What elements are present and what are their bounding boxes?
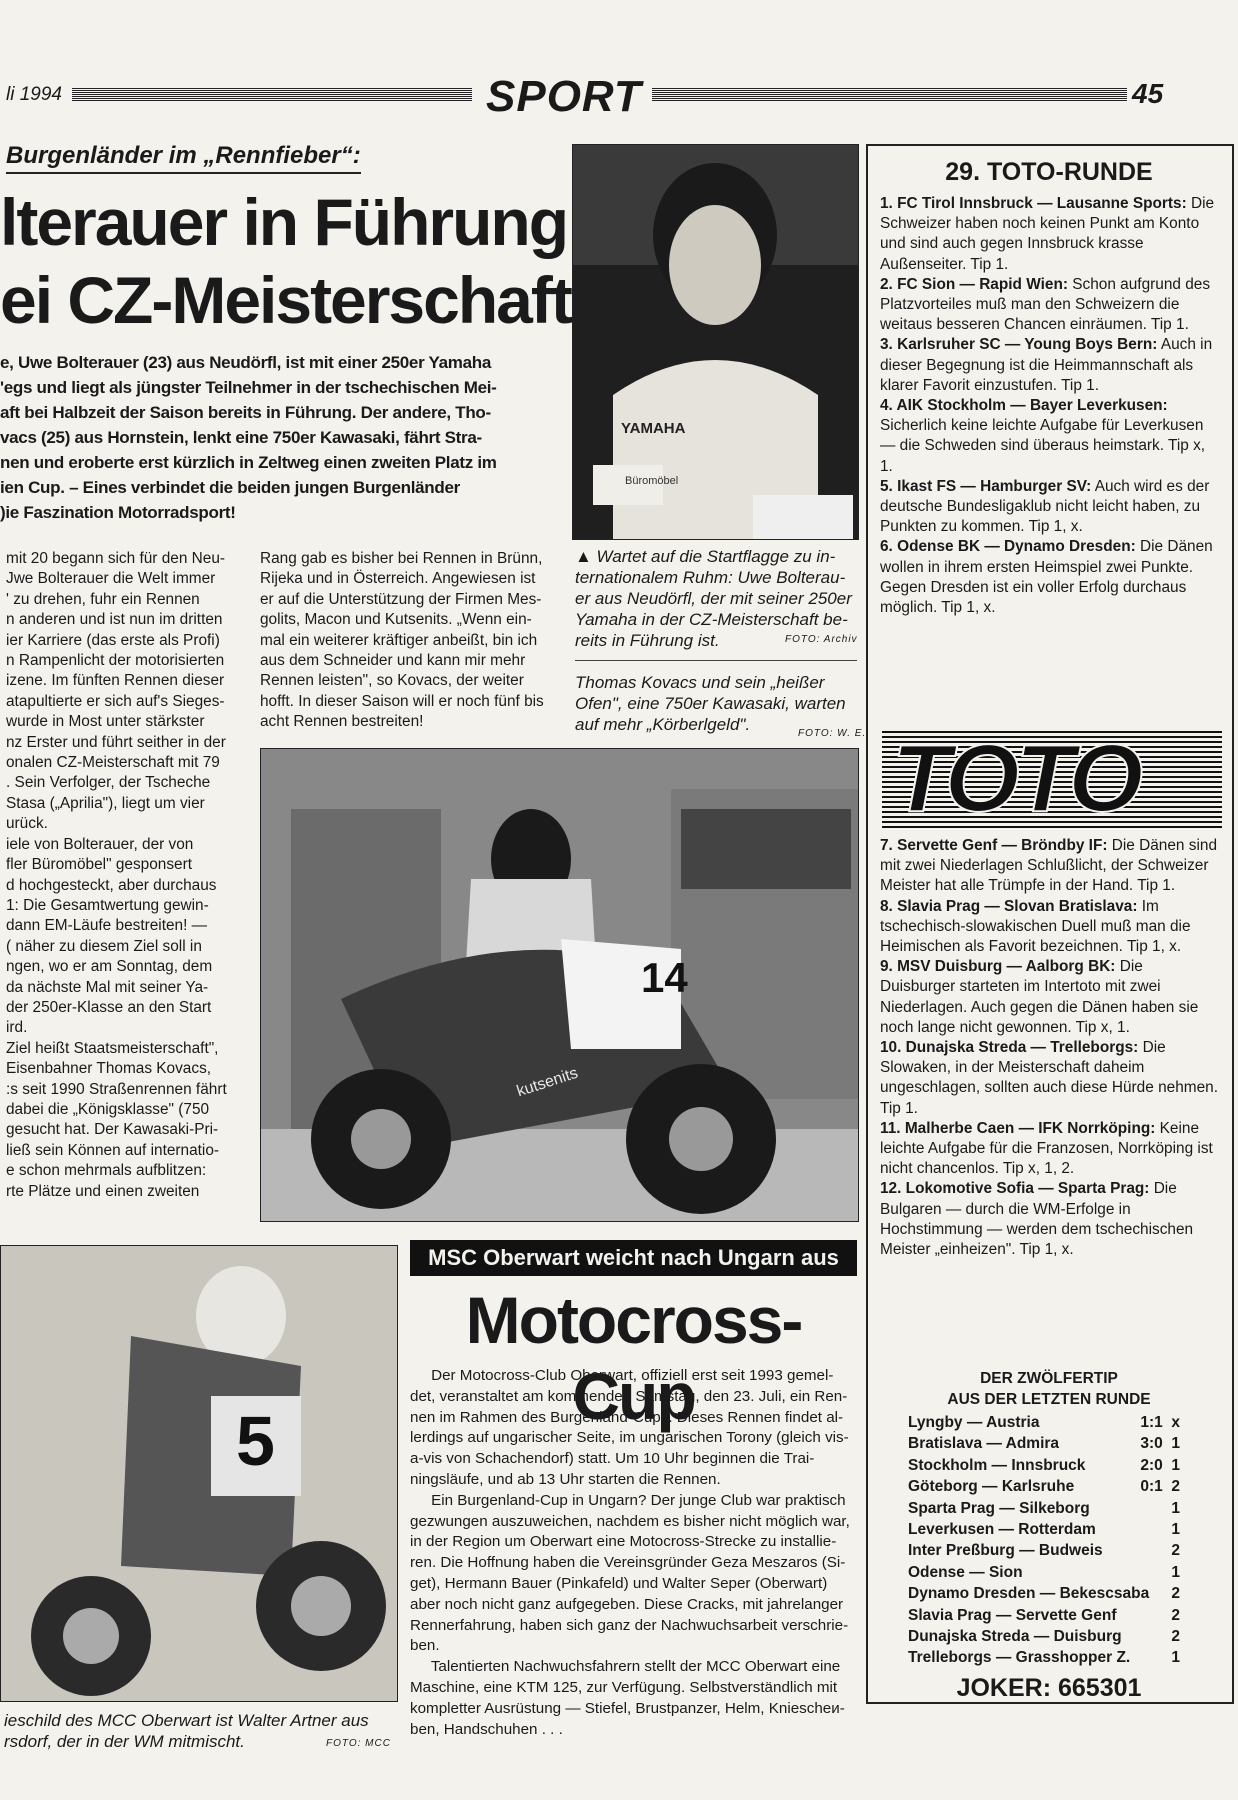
rider-portrait-image xyxy=(573,145,858,539)
portrait-credit: FOTO: Archiv xyxy=(785,634,858,645)
article-kicker: Burgenländer im „Rennfieber“: xyxy=(6,142,361,174)
toto-match-3: 3. Karlsruher SC — Young Boys Bern: Auch in dieser Begegnung ist die Heimmannschaft als klarer Favorit einzustufen. Tip 1. xyxy=(880,336,1213,394)
tip-row: Stockholm — Innsbruck 2:0 1 xyxy=(908,1456,1180,1474)
article-column-2: Rang gab es bisher bei Rennen in Brünn, Rijeka und in Österreich. Angewiesen ist er auf die Unterstützung der Firmen Mes- golits, Macon und Kutsenits. „Wenn ein- mal ein weiterer kräftiger anbeißt, bin ich aus dem Schneider und kann mir mehr Rennen leisten", so Kovacs, der weiter hofft. In dieser Saison will er noch fünf bis acht Rennen bestreiten! xyxy=(260,550,544,731)
toto-logo xyxy=(882,725,1222,832)
tip-row: Leverkusen — Rotterdam 1 xyxy=(908,1521,1180,1539)
bike-credit: FOTO: W. E. xyxy=(798,728,867,739)
page-header xyxy=(0,70,1238,121)
article-headline-line1: lterauer in Führung xyxy=(0,185,568,259)
toto-match-6: 6. Odense BK — Dynamo Dresden: Die Dänen wollen in ihrem ersten Heimspiel zwei Punkte. Gegen Dresden ist ein voller Erfolg durchaus möglich. Tip 1, x. xyxy=(880,538,1213,617)
toto-match-7: 7. Servette Genf — Bröndby IF: Die Dänen sind mit zwei Niederlagen Schlußlicht, der Schweizer Meister hat alle Trümpfe in der Hand. Tip 1. xyxy=(880,837,1217,895)
article-column-1: mit 20 begann sich für den Neu- Jwe Bolterauer die Welt immer ' zu drehen, fuhr ein Rennen n anderen und ist nun im dritten ier Karriere (das erste als Profi) n Rampenlicht der motorisierten izene. Im fünften Rennen dieser atapultierte er sich auf's Sieges- wurde in Most unter stärkster nz Erster und führt seither in der onalen CZ-Meisterschaft mit 79 . Sein Verfolger, der Tscheche Stasa („Aprilia"), liegt um vier urück. iele von Bolterauer, der von fler Büromöbel" gesponsert d hochgesteckt, aber durchaus 1: Die Gesamtwertung gewin- dann EM-Läufe bestreiten! — ( näher zu diesem Ziel soll in ngen, wo er am Sonntag, dem da nächste Mal mit seiner Ya- der 250er-Klasse an den Start ird. Ziel heißt Staatsmeisterschaft", Eisenbahner Thomas Kovacs, :s seit 1990 Straßenrennen fährt dabei die „Königsklasse" (750 gesucht hat. Der Kawasaki-Pri- ließ sein Können auf internatio- e schon mehrmals aufblitzen: rte Plätze und einen zweiten xyxy=(6,550,227,1200)
article-lead: e, Uwe Bolterauer (23) aus Neudörfl, ist mit einer 250er Yamaha 'egs und liegt als jüngster Teilnehmer in der tschechischen Mei- aft bei Halbzeit der Saison bereits in Führung. Der andere, Tho- vacs (25) aus Hornstein, lenkt eine 750er Kawasaki, fährt Stra- nen und eroberte erst kürzlich in Zeltweg einen zweiten Platz im ien Cup. – Eines verbindet die beiden jungen Burgenländer )ie Faszination Motorradsport! xyxy=(0,353,497,522)
tip-row: Bratislava — Admira 3:0 1 xyxy=(908,1435,1180,1453)
toto-match-10: 10. Dunajska Streda — Trelleborgs: Die Slowaken, in der Meisterschaft daheim ungeschlagen, sollten auch diese Hürde nehmen. Tip 1. xyxy=(880,1039,1218,1117)
bike-number: 14 xyxy=(641,954,688,1001)
tip-list xyxy=(908,1412,1180,1669)
tip-row: Dunajska Streda — Duisburg 2 xyxy=(908,1628,1180,1646)
toto-match-2: 2. FC Sion — Rapid Wien: Schon aufgrund des Platzvorteiles muß man den Schweizern die weitaus besseren Chancen einräumen. Tip 1. xyxy=(880,275,1211,334)
plate-number: 5 xyxy=(236,1402,275,1480)
toto-match-5: 5. Ikast FS — Hamburger SV: Auch wird es der deutsche Bundesligaklub nicht leicht haben, zu Punkten zu kommen. Tip 1, x. xyxy=(880,477,1210,536)
article-headline-line2: ei CZ-Meisterschaft xyxy=(0,263,571,337)
tip-row: Trelleborgs — Grasshopper Z. 1 xyxy=(908,1649,1180,1667)
header-date: li 1994 xyxy=(6,84,62,105)
tip-title-2: AUS DER LETZTEN RUNDE xyxy=(947,1391,1151,1408)
toto-match-1: 1. FC Tirol Innsbruck — Lausanne Sports: Die Schweizer haben noch keinen Punkt am Konto und sind auch gegen Innsbruck krasse Außenseiter. Tip 1. xyxy=(880,195,1215,273)
tip-row: Slavia Prag — Servette Genf 2 xyxy=(908,1606,1180,1624)
article2-kicker: MSC Oberwart weicht nach Ungarn aus xyxy=(410,1240,857,1276)
toto-match-11: 11. Malherbe Caen — IFK Norrköping: Keine leichte Aufgabe für die Franzosen, Norrköping ist nicht chancenlos. Tip x, 1, 2. xyxy=(880,1119,1213,1178)
toto-matches-bottom xyxy=(880,836,1220,1260)
tip-row: Sparta Prag — Silkeborg 1 xyxy=(908,1499,1180,1517)
toto-logo-text: TOTO xyxy=(892,725,1140,832)
portrait-photo xyxy=(572,144,859,540)
toto-match-12: 12. Lokomotive Sofia — Sparta Prag: Die Bulgaren — durch die WM-Erfolge in Hochstimmung — werden dem tschechischen Meister „einheizen". Tip 1, x. xyxy=(880,1180,1194,1259)
tip-row: Dynamo Dresden — Bekescsaba 2 xyxy=(908,1585,1180,1603)
toto-match-4: 4. AIK Stockholm — Bayer Leverkusen: Sicherlich keine leichte Aufgabe für Leverkusen — die Schweden sind überaus heimstark. Tip x, 1. xyxy=(880,397,1206,475)
jersey-text: YAMAHA xyxy=(621,420,686,437)
motorbike-image xyxy=(261,749,858,1221)
page-number: 45 xyxy=(1132,78,1164,109)
section-title: SPORT xyxy=(486,72,642,121)
toto-match-8: 8. Slavia Prag — Slovan Bratislava: Im tschechisch-slowakischen Duell muß man die Heimischen als Favorit bezeichnen. Tip 1, x. xyxy=(880,897,1191,956)
tip-row: Lyngby — Austria 1:1 x xyxy=(908,1414,1180,1431)
toto-title: 29. TOTO-RUNDE xyxy=(945,158,1153,186)
toto-matches-top xyxy=(880,194,1220,618)
header-rule-right xyxy=(652,87,1127,101)
portrait-caption: ▲ Wartet auf die Startflagge zu in- ternationalem Ruhm: Uwe Bolterau- er aus Neudörfl, der mit seiner 250er Yamaha in der CZ-Meisterschaft be- reits in Führung ist. xyxy=(575,547,852,650)
bike-caption: Thomas Kovacs und sein „heißer Ofen", eine 750er Kawasaki, warten auf mehr „Körberlgeld". xyxy=(575,673,846,734)
motocross-credit: FOTO: MCC xyxy=(326,1738,391,1749)
fairing-text: kutsenits xyxy=(514,1064,581,1101)
tip-row: Inter Preßburg — Budweis 2 xyxy=(908,1542,1180,1560)
joker-number: JOKER: 665301 xyxy=(956,1674,1142,1702)
toto-match-9: 9. MSV Duisburg — Aalborg BK: Die Duisburger starteten im Intertoto mit zwei Niederlagen. Auch gegen die Dänen haben sie noch lange nicht gewonnen. Tip x, 1. xyxy=(880,958,1199,1036)
motocross-photo xyxy=(0,1245,398,1702)
article2-body: Der Motocross-Club Oberwart, offiziell erst seit 1993 gemel- det, veranstaltet am kommenden Samstag, den 23. Juli, ein Ren- nen im Rahmen des Burgenland-Cups. Dieses Rennen findet al- lerdings auf ungarischer Seite, im ungarischen Torony (gleich vis- a-vis von Schachendorf) statt. Um 10 Uhr beginnen die Trai- ningsläufe, und ab 13 Uhr starten die Rennen. Ein Burgenland-Cup in Ungarn? Der junge Club war praktisch gezwungen auszuweichen, nachdem es bisher nicht möglich war, in der Region um Oberwart eine Motocross-Strecke zu installie- ren. Die Hoffnung haben die Vereinsgründer Geza Meszaros (Si- get), Hermann Bauer (Pinkafeld) und Walter Seper (Oberwart) aber noch nicht ganz aufgegeben. Diese Cracks, mit jahrelanger Rennerfahrung, haben sich ganz der Nachwuchsarbeit verschrie- ben. Talentierten Nachwuchsfahrern stellt der MCC Oberwart eine Maschine, eine KTM 125, zur Verfügung. Selbstverständlich mit kompletter Ausrüstung — Stiefel, Brustpanzer, Helm, Kniescheи- ben, Handschuhen . . . xyxy=(410,1367,850,1738)
tip-title-1: DER ZWÖLFERTIP xyxy=(980,1370,1118,1387)
article2-headline: Motocross-Cup xyxy=(465,1283,802,1433)
motorbike-photo xyxy=(260,748,859,1222)
caption-divider xyxy=(575,660,857,661)
header-rule-left xyxy=(72,87,472,101)
sponsor-text: Büromöbel xyxy=(625,475,679,487)
motocross-image xyxy=(1,1246,397,1701)
motocross-caption: ieschild des MCC Oberwart ist Walter Artner aus rsdorf, der in der WM mitmischt. xyxy=(4,1711,369,1751)
tip-row: Göteborg — Karlsruhe 0:1 2 xyxy=(908,1478,1180,1496)
tip-row: Odense — Sion 1 xyxy=(908,1563,1180,1581)
